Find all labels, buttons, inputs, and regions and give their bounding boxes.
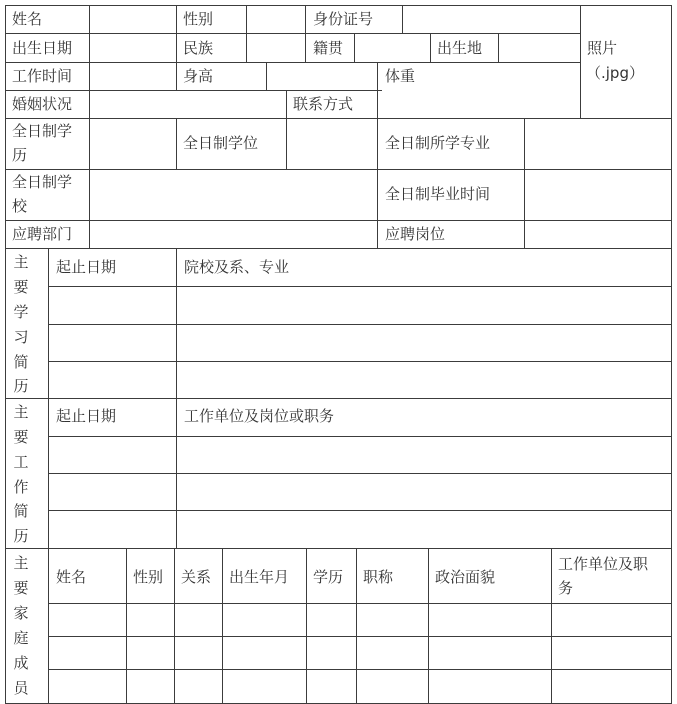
vline (176, 118, 177, 169)
vline (246, 33, 247, 62)
hline (48, 669, 672, 670)
vline (222, 548, 223, 704)
label-fulltime-school-line1: 全日制学 (12, 173, 73, 191)
label-fulltime-school-line2: 校 (12, 197, 28, 215)
vline (246, 5, 247, 33)
vline (89, 90, 90, 118)
label-work-start: 工作时间 (12, 67, 73, 85)
family-label-char: 庭 (13, 629, 29, 647)
study-col-period: 起止日期 (56, 258, 117, 276)
hline (48, 603, 672, 604)
label-photo-format: （.jpg） (586, 64, 644, 82)
hline (48, 510, 672, 511)
label-photo: 照片 (587, 39, 618, 57)
label-fulltime-major: 全日制所学专业 (385, 134, 491, 152)
vline (176, 248, 177, 548)
vline (498, 33, 499, 62)
family-col-relation: 关系 (181, 568, 212, 586)
vline (356, 548, 357, 704)
vline (286, 118, 287, 169)
vline (89, 118, 90, 248)
vline (176, 5, 177, 33)
label-weight: 体重 (385, 67, 416, 85)
family-col-birth: 出生年月 (229, 568, 290, 586)
hline (5, 248, 672, 249)
vline (377, 118, 378, 248)
family-col-gender: 性别 (133, 568, 164, 586)
vline (354, 33, 355, 62)
label-name: 姓名 (12, 10, 43, 28)
label-fulltime-degree-line1: 全日制学 (12, 122, 73, 140)
study-col-school-major: 院校及系、专业 (184, 258, 290, 276)
hline (5, 398, 672, 399)
vline (126, 548, 127, 704)
label-birthplace: 出生地 (437, 39, 483, 57)
vline (551, 548, 552, 704)
vline (377, 62, 378, 118)
vline (306, 548, 307, 704)
family-label-char: 成 (13, 654, 29, 672)
label-marital: 婚姻状况 (12, 95, 73, 113)
hline (48, 286, 672, 287)
work-label-char: 要 (13, 428, 29, 446)
study-label-char: 主 (13, 253, 29, 271)
family-label-char: 主 (13, 554, 29, 572)
label-birth-date: 出生日期 (12, 39, 73, 57)
work-col-employer-post: 工作单位及岗位或职务 (184, 407, 335, 425)
family-col-name: 姓名 (56, 568, 87, 586)
vline (174, 548, 175, 704)
label-graduation-time: 全日制毕业时间 (385, 185, 491, 203)
label-fulltime-degree-line2: 历 (12, 146, 28, 164)
vline (524, 118, 525, 248)
work-label-char: 主 (13, 403, 29, 421)
hline (5, 118, 672, 119)
vline (89, 33, 90, 62)
vline (402, 5, 403, 33)
family-label-char: 家 (13, 604, 29, 622)
family-col-political: 政治面貌 (435, 568, 496, 586)
study-label-char: 历 (13, 377, 29, 395)
work-label-char: 作 (13, 478, 29, 496)
label-apply-post: 应聘岗位 (385, 225, 446, 243)
label-native-place: 籍贯 (313, 39, 344, 57)
study-label-char: 学 (13, 303, 29, 321)
study-label-char: 简 (13, 353, 29, 371)
family-col-title: 职称 (363, 568, 394, 586)
vline (48, 248, 49, 704)
vline (176, 62, 177, 90)
hline (5, 62, 581, 63)
study-label-char: 要 (13, 278, 29, 296)
work-col-period: 起止日期 (56, 407, 117, 425)
work-label-char: 历 (13, 527, 29, 545)
vline (176, 33, 177, 62)
border-left (5, 5, 6, 704)
vline (286, 90, 287, 118)
study-label-char: 习 (13, 328, 29, 346)
family-col-employer-line1: 工作单位及职 (558, 555, 649, 573)
border-top (5, 5, 672, 6)
vline (89, 5, 90, 33)
hline (48, 361, 672, 362)
hline (5, 548, 672, 549)
family-col-education: 学历 (313, 568, 344, 586)
hline (5, 169, 672, 170)
work-label-char: 工 (13, 453, 29, 471)
hline (5, 33, 581, 34)
vline (430, 33, 431, 62)
hline (48, 636, 672, 637)
vline (305, 33, 306, 62)
hline (5, 90, 382, 91)
family-col-employer-line2: 务 (558, 579, 574, 597)
hline (5, 220, 672, 221)
hline (48, 436, 672, 437)
border-right (671, 5, 672, 704)
vline (305, 5, 306, 33)
hline (48, 473, 672, 474)
label-height: 身高 (183, 67, 214, 85)
vline (428, 548, 429, 704)
label-gender: 性别 (183, 10, 214, 28)
label-fulltime-degree-title: 全日制学位 (183, 134, 259, 152)
label-ethnicity: 民族 (183, 39, 214, 57)
label-apply-dept: 应聘部门 (12, 225, 73, 243)
hline (48, 324, 672, 325)
vline (266, 62, 267, 90)
family-label-char: 员 (13, 679, 29, 697)
label-id-number: 身份证号 (313, 10, 374, 28)
label-contact: 联系方式 (293, 95, 354, 113)
vline (580, 5, 581, 118)
work-label-char: 简 (13, 502, 29, 520)
family-label-char: 要 (13, 579, 29, 597)
vline (89, 62, 90, 90)
